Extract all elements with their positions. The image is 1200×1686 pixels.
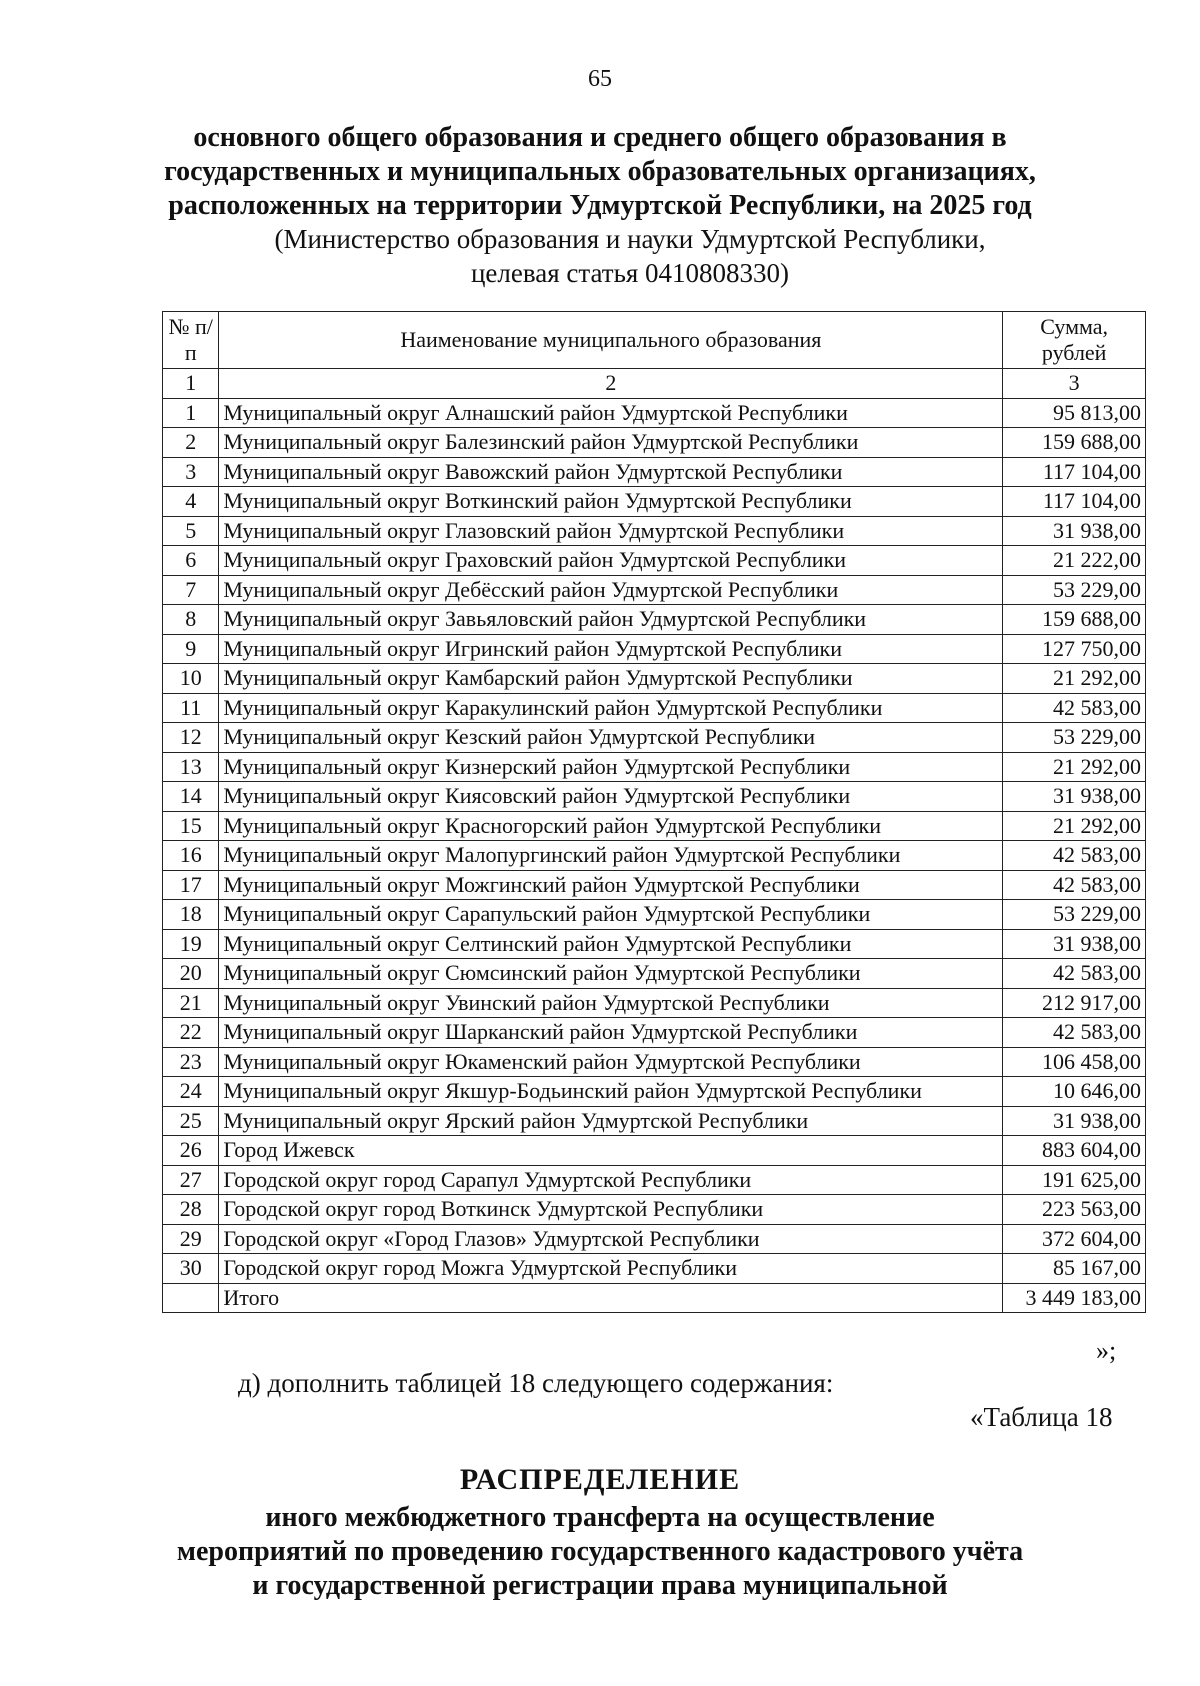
row-municipality-name: Муниципальный округ Малопургинский район Удмуртской Республики <box>219 841 1003 871</box>
table-row <box>163 428 1146 458</box>
table-row <box>163 988 1146 1018</box>
table-header-row <box>163 312 1146 369</box>
row-sum: 21 292,00 <box>1003 811 1146 841</box>
table-row <box>163 605 1146 635</box>
table-row <box>163 841 1146 871</box>
row-sum: 21 292,00 <box>1003 752 1146 782</box>
section-subtitle-1: иного межбюджетного трансферта на осуществление <box>265 1502 935 1533</box>
table-row <box>163 1018 1146 1048</box>
row-number: 8 <box>163 605 219 635</box>
row-municipality-name: Муниципальный округ Сарапульский район Удмуртской Республики <box>219 900 1003 930</box>
subtitle-line-2: целевая статья 0410808330) <box>470 258 790 288</box>
row-municipality-name: Муниципальный округ Игринский район Удмуртской Республики <box>219 634 1003 664</box>
section-subtitle-2: мероприятий по проведению государственного кадастрового учёта <box>176 1536 1024 1567</box>
table-row <box>163 1195 1146 1225</box>
table-row <box>163 1136 1146 1166</box>
row-municipality-name: Муниципальный округ Кезский район Удмуртской Республики <box>219 723 1003 753</box>
table-row <box>163 723 1146 753</box>
row-sum: 159 688,00 <box>1003 605 1146 635</box>
row-municipality-name: Муниципальный округ Кизнерский район Удмуртской Республики <box>219 752 1003 782</box>
row-number: 16 <box>163 841 219 871</box>
row-sum: 212 917,00 <box>1003 988 1146 1018</box>
total-row <box>163 1283 1146 1313</box>
table18-label: «Таблица 18 <box>970 1402 1113 1432</box>
row-sum: 10 646,00 <box>1003 1077 1146 1107</box>
row-sum: 31 938,00 <box>1003 929 1146 959</box>
row-number: 12 <box>163 723 219 753</box>
section-subtitle-3: и государственной регистрации права муниципальной <box>252 1570 948 1601</box>
row-municipality-name: Муниципальный округ Сюмсинский район Удмуртской Республики <box>219 959 1003 989</box>
row-municipality-name: Муниципальный округ Глазовский район Удмуртской Республики <box>219 516 1003 546</box>
row-sum: 53 229,00 <box>1003 900 1146 930</box>
row-sum: 31 938,00 <box>1003 782 1146 812</box>
page-number: 65 <box>588 66 612 92</box>
row-number: 1 <box>163 398 219 428</box>
row-municipality-name: Городской округ город Сарапул Удмуртской Республики <box>219 1165 1003 1195</box>
row-number: 3 <box>163 457 219 487</box>
row-municipality-name: Городской округ город Воткинск Удмуртской Республики <box>219 1195 1003 1225</box>
row-sum: 117 104,00 <box>1003 487 1146 517</box>
row-sum: 31 938,00 <box>1003 516 1146 546</box>
table-row <box>163 900 1146 930</box>
row-municipality-name: Муниципальный округ Каракулинский район Удмуртской Республики <box>219 693 1003 723</box>
column-number-row <box>163 369 1146 399</box>
row-sum: 372 604,00 <box>1003 1224 1146 1254</box>
header-num: № п/п <box>163 312 219 369</box>
row-municipality-name: Муниципальный округ Завьяловский район Удмуртской Республики <box>219 605 1003 635</box>
row-municipality-name: Муниципальный округ Алнашский район Удмуртской Республики <box>219 398 1003 428</box>
table-row <box>163 575 1146 605</box>
row-municipality-name: Муниципальный округ Камбарский район Удмуртской Республики <box>219 664 1003 694</box>
total-num-cell <box>163 1283 219 1313</box>
row-municipality-name: Муниципальный округ Балезинский район Удмуртской Республики <box>219 428 1003 458</box>
table-row <box>163 1106 1146 1136</box>
row-sum: 883 604,00 <box>1003 1136 1146 1166</box>
amendment-text: д) дополнить таблицей 18 следующего содержания: <box>238 1368 834 1398</box>
row-number: 28 <box>163 1195 219 1225</box>
row-number: 4 <box>163 487 219 517</box>
row-sum: 85 167,00 <box>1003 1254 1146 1284</box>
row-number: 30 <box>163 1254 219 1284</box>
total-sum: 3 449 183,00 <box>1003 1283 1146 1313</box>
table-row <box>163 398 1146 428</box>
row-number: 10 <box>163 664 219 694</box>
row-number: 21 <box>163 988 219 1018</box>
row-sum: 42 583,00 <box>1003 693 1146 723</box>
row-number: 6 <box>163 546 219 576</box>
row-sum: 223 563,00 <box>1003 1195 1146 1225</box>
row-number: 17 <box>163 870 219 900</box>
table-row <box>163 1165 1146 1195</box>
table-row <box>163 664 1146 694</box>
row-municipality-name: Муниципальный округ Селтинский район Удмуртской Республики <box>219 929 1003 959</box>
row-sum: 21 222,00 <box>1003 546 1146 576</box>
row-number: 27 <box>163 1165 219 1195</box>
row-number: 15 <box>163 811 219 841</box>
row-sum: 106 458,00 <box>1003 1047 1146 1077</box>
title-line-3: расположенных на территории Удмуртской Республики, на 2025 год <box>168 190 1032 221</box>
row-municipality-name: Городской округ город Можга Удмуртской Республики <box>219 1254 1003 1284</box>
row-municipality-name: Муниципальный округ Ярский район Удмуртской Республики <box>219 1106 1003 1136</box>
table-row <box>163 959 1146 989</box>
row-number: 29 <box>163 1224 219 1254</box>
row-sum: 127 750,00 <box>1003 634 1146 664</box>
total-label: Итого <box>219 1283 1003 1313</box>
table-row <box>163 929 1146 959</box>
row-number: 19 <box>163 929 219 959</box>
table-row <box>163 870 1146 900</box>
row-sum: 53 229,00 <box>1003 575 1146 605</box>
row-sum: 31 938,00 <box>1003 1106 1146 1136</box>
title-line-2: государственных и муниципальных образовательных организациях, <box>164 156 1036 187</box>
row-sum: 42 583,00 <box>1003 841 1146 871</box>
row-municipality-name: Муниципальный округ Вавожский район Удмуртской Республики <box>219 457 1003 487</box>
row-number: 23 <box>163 1047 219 1077</box>
row-sum: 42 583,00 <box>1003 870 1146 900</box>
row-sum: 42 583,00 <box>1003 959 1146 989</box>
row-sum: 21 292,00 <box>1003 664 1146 694</box>
row-municipality-name: Муниципальный округ Дебёсский район Удмуртской Республики <box>219 575 1003 605</box>
subtitle-line-1: (Министерство образования и науки Удмуртской Республики, <box>274 224 986 254</box>
row-number: 24 <box>163 1077 219 1107</box>
row-number: 18 <box>163 900 219 930</box>
row-municipality-name: Муниципальный округ Якшур-Бодьинский район Удмуртской Республики <box>219 1077 1003 1107</box>
row-number: 7 <box>163 575 219 605</box>
col-number-1: 1 <box>163 369 219 399</box>
row-number: 22 <box>163 1018 219 1048</box>
row-municipality-name: Город Ижевск <box>219 1136 1003 1166</box>
row-municipality-name: Городской округ «Город Глазов» Удмуртской Республики <box>219 1224 1003 1254</box>
row-number: 26 <box>163 1136 219 1166</box>
allocation-table <box>162 311 1146 1313</box>
row-number: 11 <box>163 693 219 723</box>
col-number-2: 2 <box>219 369 1003 399</box>
row-number: 14 <box>163 782 219 812</box>
row-sum: 159 688,00 <box>1003 428 1146 458</box>
row-municipality-name: Муниципальный округ Можгинский район Удмуртской Республики <box>219 870 1003 900</box>
table-row <box>163 811 1146 841</box>
table-row <box>163 1047 1146 1077</box>
closing-mark: »; <box>1096 1336 1117 1365</box>
table-row <box>163 782 1146 812</box>
table-row <box>163 1224 1146 1254</box>
row-number: 20 <box>163 959 219 989</box>
row-municipality-name: Муниципальный округ Юкаменский район Удмуртской Республики <box>219 1047 1003 1077</box>
title-line-1: основного общего образования и среднего общего образования в <box>193 122 1007 153</box>
row-number: 5 <box>163 516 219 546</box>
header-sum: Сумма, рублей <box>1003 312 1146 369</box>
row-municipality-name: Муниципальный округ Шарканский район Удмуртской Республики <box>219 1018 1003 1048</box>
table-row <box>163 487 1146 517</box>
table-row <box>163 634 1146 664</box>
row-municipality-name: Муниципальный округ Граховский район Удмуртской Республики <box>219 546 1003 576</box>
row-number: 25 <box>163 1106 219 1136</box>
row-municipality-name: Муниципальный округ Красногорский район Удмуртской Республики <box>219 811 1003 841</box>
table-row <box>163 457 1146 487</box>
section-title: РАСПРЕДЕЛЕНИЕ <box>459 1463 741 1496</box>
table-row <box>163 693 1146 723</box>
row-number: 2 <box>163 428 219 458</box>
row-sum: 53 229,00 <box>1003 723 1146 753</box>
row-number: 9 <box>163 634 219 664</box>
table-row <box>163 752 1146 782</box>
row-sum: 191 625,00 <box>1003 1165 1146 1195</box>
header-name: Наименование муниципального образования <box>219 312 1003 369</box>
table-row <box>163 1077 1146 1107</box>
row-municipality-name: Муниципальный округ Киясовский район Удмуртской Республики <box>219 782 1003 812</box>
row-sum: 117 104,00 <box>1003 457 1146 487</box>
row-sum: 95 813,00 <box>1003 398 1146 428</box>
col-number-3: 3 <box>1003 369 1146 399</box>
table-row <box>163 546 1146 576</box>
row-municipality-name: Муниципальный округ Увинский район Удмуртской Республики <box>219 988 1003 1018</box>
row-municipality-name: Муниципальный округ Воткинский район Удмуртской Республики <box>219 487 1003 517</box>
row-sum: 42 583,00 <box>1003 1018 1146 1048</box>
row-number: 13 <box>163 752 219 782</box>
table-row <box>163 1254 1146 1284</box>
table-row <box>163 516 1146 546</box>
